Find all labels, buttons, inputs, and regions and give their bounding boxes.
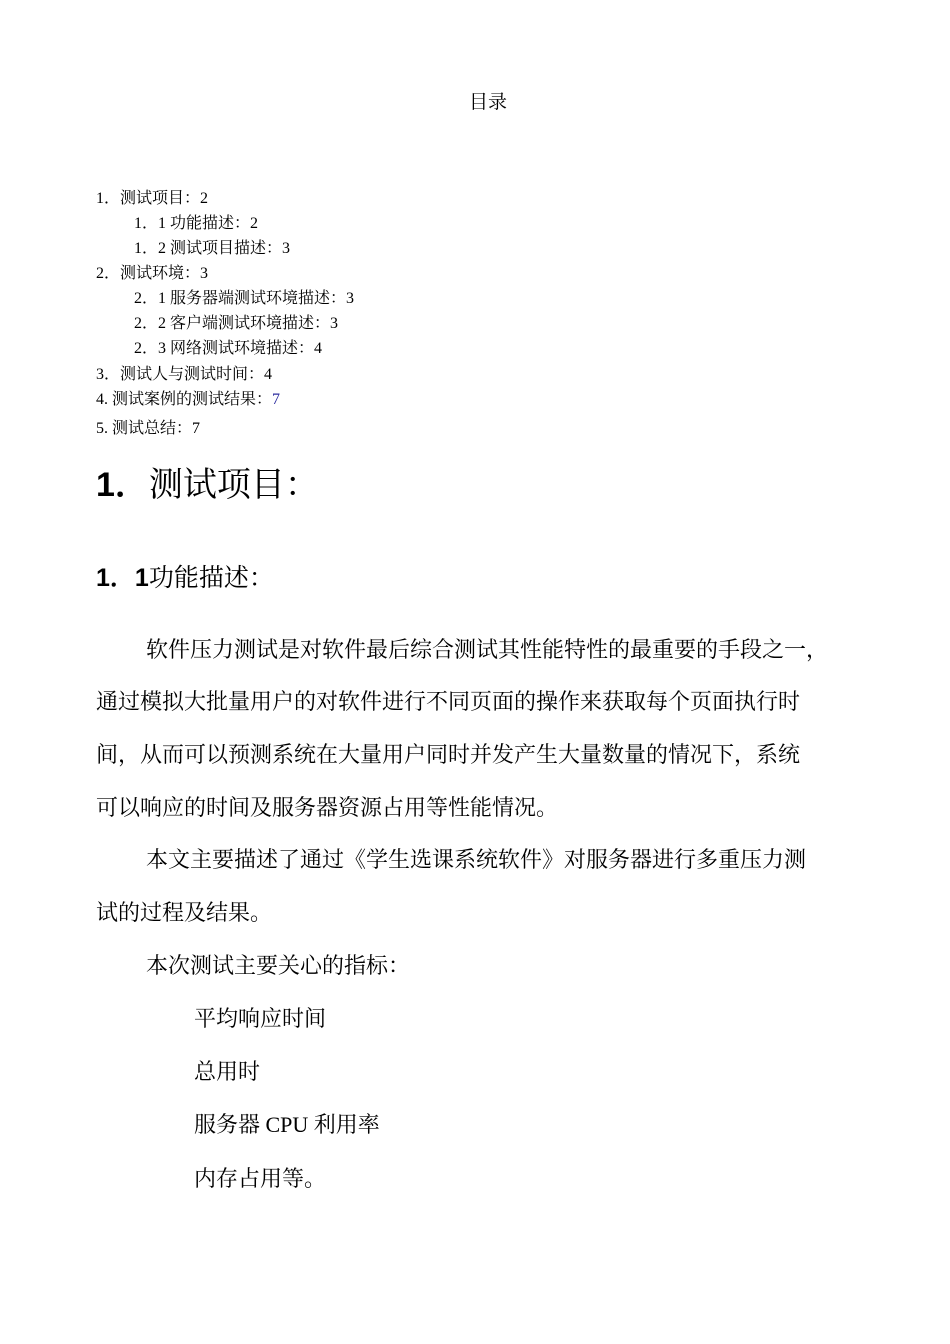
toc-entry-text: 5. 测试总结： — [96, 420, 193, 437]
metric-item: 服务器 CPU 利用率 — [194, 1112, 380, 1137]
paragraph-line: 本次测试主要关心的指标： — [146, 953, 411, 978]
toc-entry-text: 1．测试项目： — [96, 190, 201, 207]
toc-entry[interactable] — [96, 364, 272, 386]
toc-entry-page: 3 — [282, 240, 291, 257]
metric-item: 总用时 — [194, 1059, 261, 1084]
section-number: 1． — [96, 466, 149, 504]
section-heading-1 — [96, 462, 319, 509]
toc-heading: 目录 — [468, 92, 507, 113]
paragraph-line: 间，从而可以预测系统在大量用户同时并发产生大量数量的情况下，系统 — [96, 742, 801, 767]
metric-item: 平均响应时间 — [194, 1006, 327, 1031]
toc-entry[interactable] — [134, 288, 354, 310]
toc-entry[interactable] — [134, 238, 290, 260]
toc-entry-page: 4 — [314, 340, 323, 357]
metric-item: 内存占用等。 — [194, 1166, 327, 1191]
toc-entry[interactable] — [134, 213, 258, 235]
toc-entry-text: 3．测试人与测试时间： — [96, 366, 265, 383]
toc-entry-page: 3 — [346, 290, 355, 307]
toc-entry-text: 1．1 功能描述： — [134, 215, 251, 232]
paragraph-line: 试的过程及结果。 — [96, 900, 273, 925]
toc-entry[interactable] — [96, 418, 200, 440]
section-title: 功能描述： — [148, 565, 274, 592]
toc-entry-page: 2 — [200, 190, 209, 207]
toc-entry-page-link[interactable]: 7 — [272, 391, 281, 408]
toc-entry-page: 3 — [200, 265, 209, 282]
toc-entry[interactable] — [96, 389, 280, 411]
paragraph-line: 本文主要描述了通过《学生选课系统软件》对服务器进行多重压力测 — [146, 847, 807, 872]
paragraph-line: 可以响应的时间及服务器资源占用等性能情况。 — [96, 795, 559, 820]
toc-entry-text: 2．2 客户端测试环境描述： — [134, 315, 331, 332]
toc-entry-text: 4. 测试案例的测试结果： — [96, 391, 273, 408]
toc-entry-page: 4 — [264, 366, 273, 383]
toc-entry-text: 2．测试环境： — [96, 265, 201, 282]
toc-entry-text: 2．3 网络测试环境描述： — [134, 340, 315, 357]
toc-entry-text: 2．1 服务器端测试环境描述： — [134, 290, 347, 307]
toc-entry[interactable] — [134, 313, 338, 335]
toc-entry[interactable] — [96, 263, 208, 285]
toc-entry-page: 2 — [250, 215, 259, 232]
toc-entry[interactable] — [96, 188, 208, 210]
section-title: 测试项目： — [148, 467, 319, 504]
section-number: 1．1 — [96, 564, 149, 592]
toc-entry-page: 3 — [330, 315, 339, 332]
paragraph-line: 软件压力测试是对软件最后综合测试其性能特性的最重要的手段之一， — [146, 637, 829, 662]
toc-entry-text: 1．2 测试项目描述： — [134, 240, 283, 257]
toc-entry-page: 7 — [192, 420, 201, 437]
paragraph-line: 通过模拟大批量用户的对软件进行不同页面的操作来获取每个页面执行时 — [96, 689, 801, 714]
toc-entry[interactable] — [134, 338, 322, 360]
section-heading-1-1 — [96, 560, 274, 597]
